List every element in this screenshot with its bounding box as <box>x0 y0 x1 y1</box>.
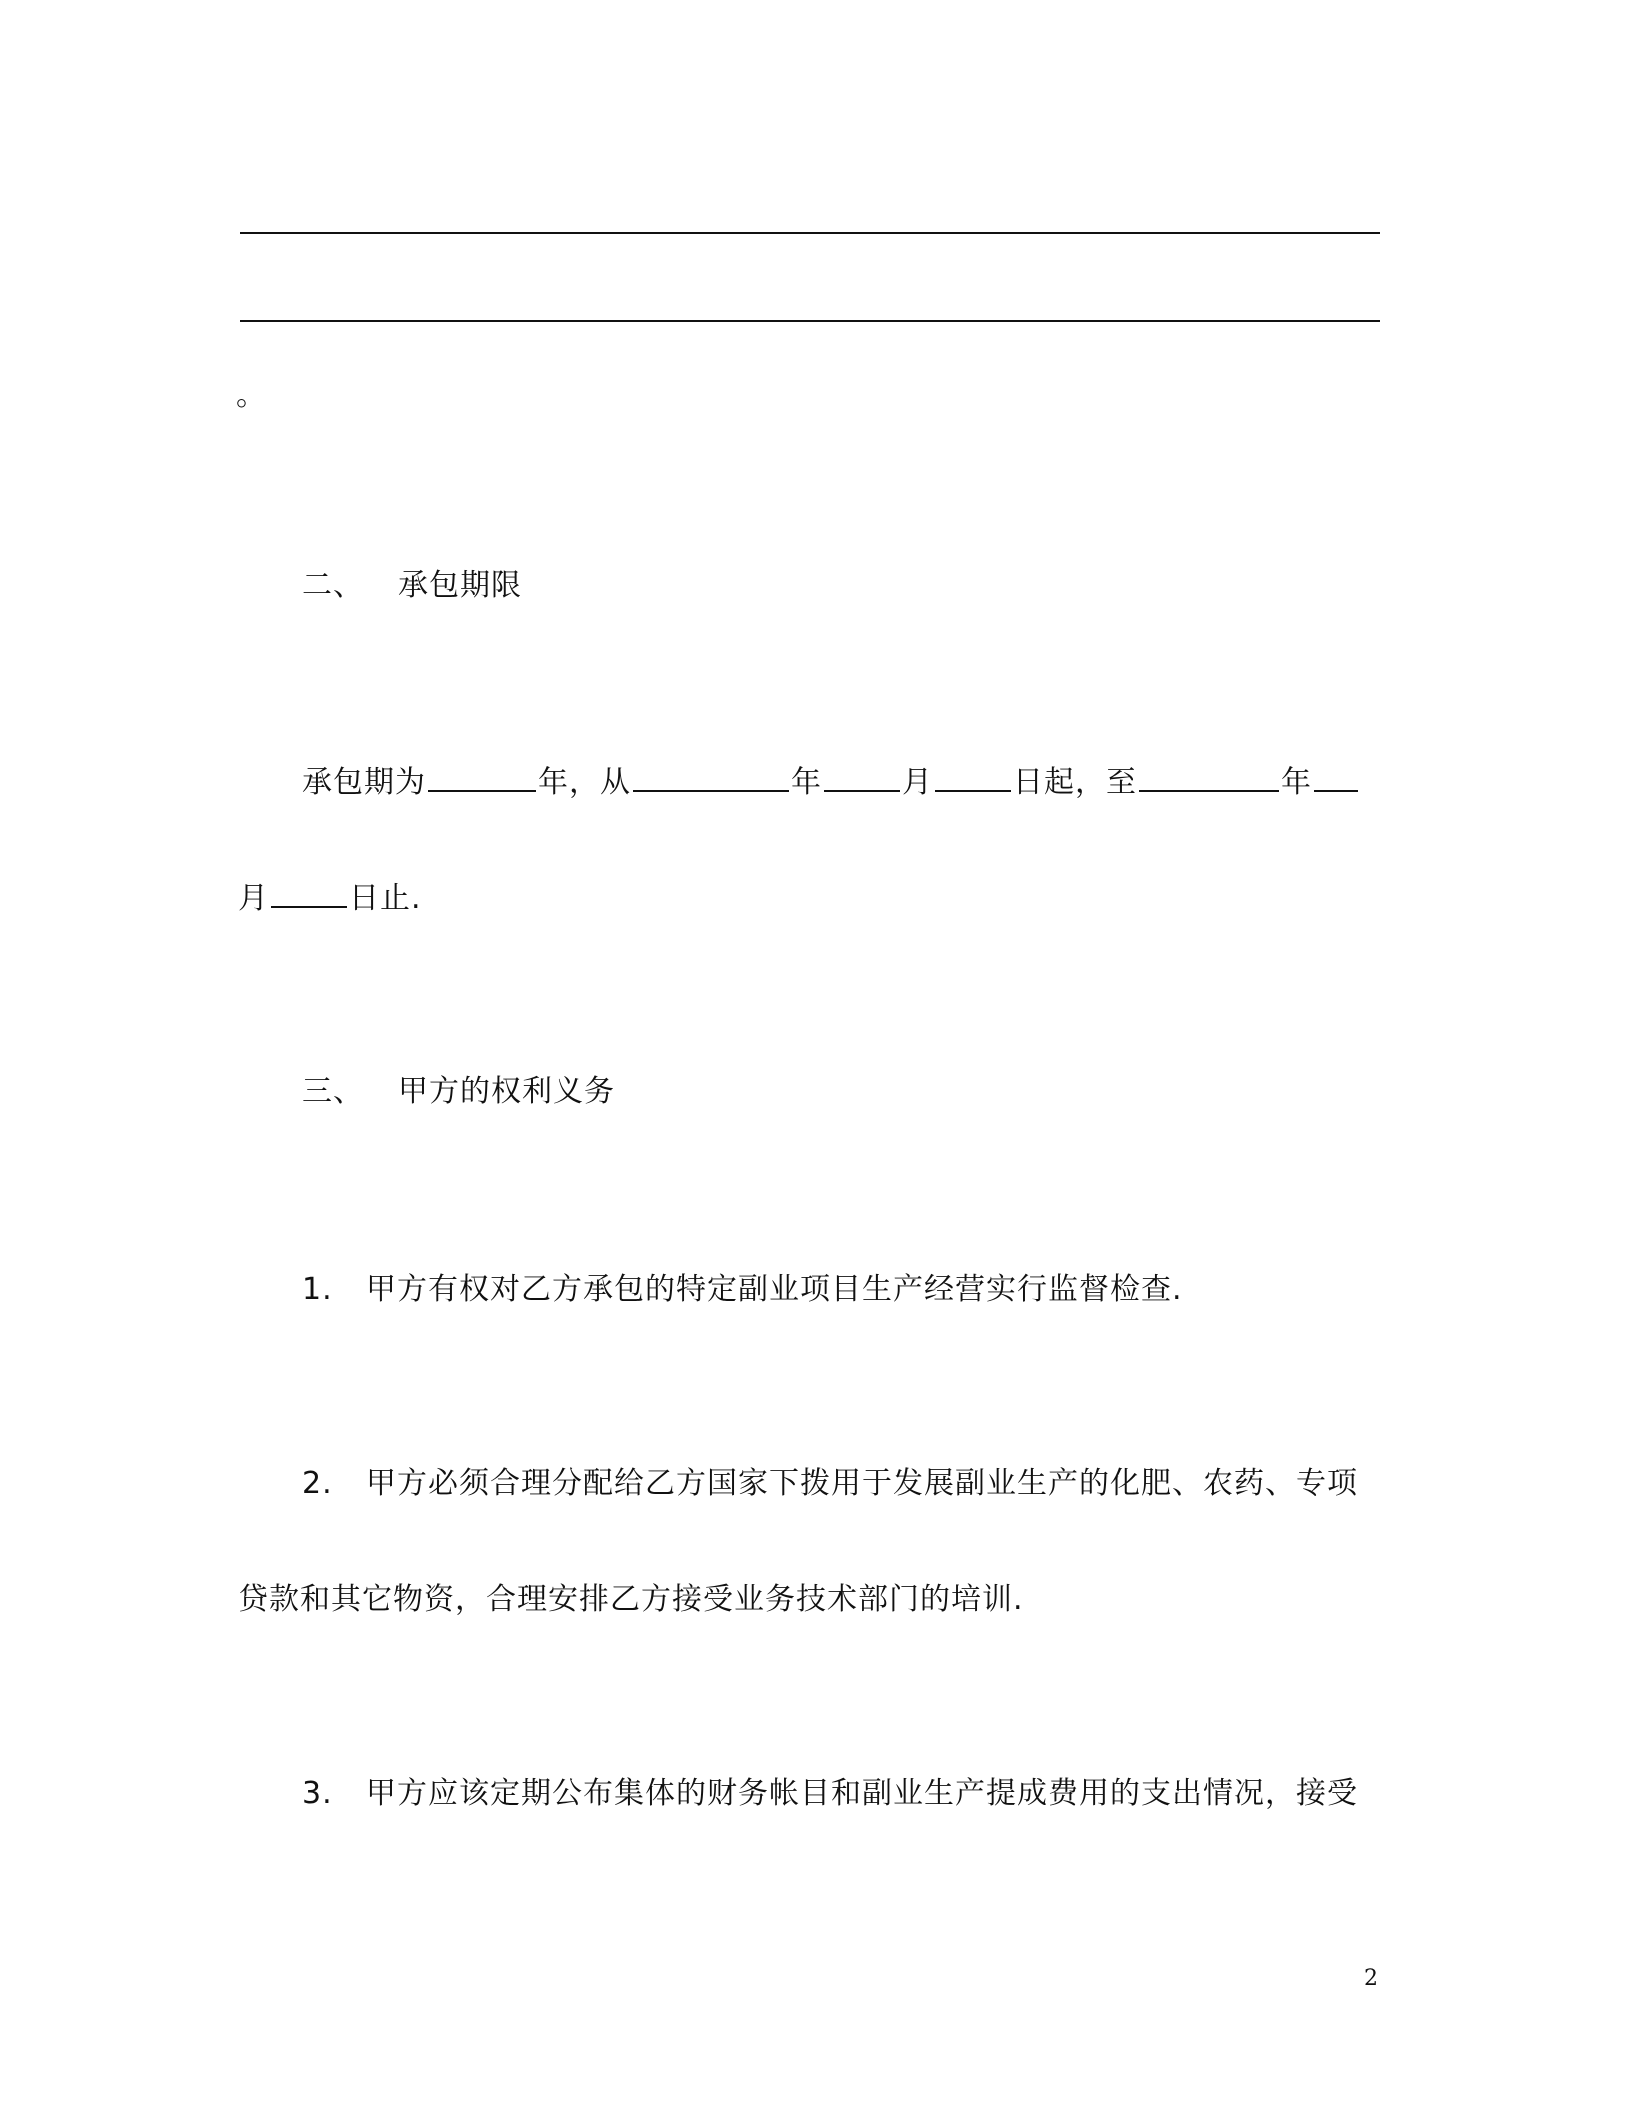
continuation-mark: 。 <box>236 378 267 413</box>
item-text: 甲方有权对乙方承包的特定副业项目生产经营实行监督检查. <box>366 1272 1183 1307</box>
list-item <box>302 1774 1358 1814</box>
section-number: 三、 <box>302 1074 364 1109</box>
section-heading-party-a <box>302 1072 615 1112</box>
blank-start-day <box>935 760 1011 792</box>
list-item <box>302 1270 1183 1310</box>
term-text: 年 <box>791 765 822 800</box>
blank-end-day <box>271 876 347 908</box>
blank-fill-line <box>240 232 1380 234</box>
section-title: 甲方的权利义务 <box>398 1074 615 1109</box>
term-text: 日起，至 <box>1013 765 1137 800</box>
list-item-continuation: 贷款和其它物资，合理安排乙方接受业务技术部门的培训. <box>238 1582 1024 1617</box>
page-number: 2 <box>1364 1966 1378 1991</box>
list-item <box>302 1464 1358 1504</box>
term-text: 日止. <box>349 881 422 916</box>
item-text: 甲方应该定期公布集体的财务帐目和副业生产提成费用的支出情况，接受 <box>366 1776 1358 1811</box>
item-text: 甲方必须合理分配给乙方国家下拨用于发展副业生产的化肥、农药、专项 <box>366 1466 1358 1501</box>
term-text: 年 <box>1281 765 1312 800</box>
term-text: 月 <box>238 881 269 916</box>
blank-fill-line <box>240 320 1380 322</box>
term-paragraph-line-2 <box>238 876 422 919</box>
item-number: 3. <box>302 1776 333 1811</box>
blank-start-year <box>633 760 789 792</box>
term-text: 承包期为 <box>302 765 426 800</box>
term-text: 年，从 <box>538 765 631 800</box>
blank-end-year <box>1139 760 1279 792</box>
term-paragraph-line-1 <box>302 760 1360 803</box>
item-number: 1. <box>302 1272 333 1307</box>
item-number: 2. <box>302 1466 333 1501</box>
blank-end-month <box>1314 760 1358 792</box>
blank-years <box>428 760 536 792</box>
section-title: 承包期限 <box>398 568 522 603</box>
section-number: 二、 <box>302 568 364 603</box>
term-text: 月 <box>902 765 933 800</box>
section-heading-term <box>302 566 522 606</box>
blank-start-month <box>824 760 900 792</box>
